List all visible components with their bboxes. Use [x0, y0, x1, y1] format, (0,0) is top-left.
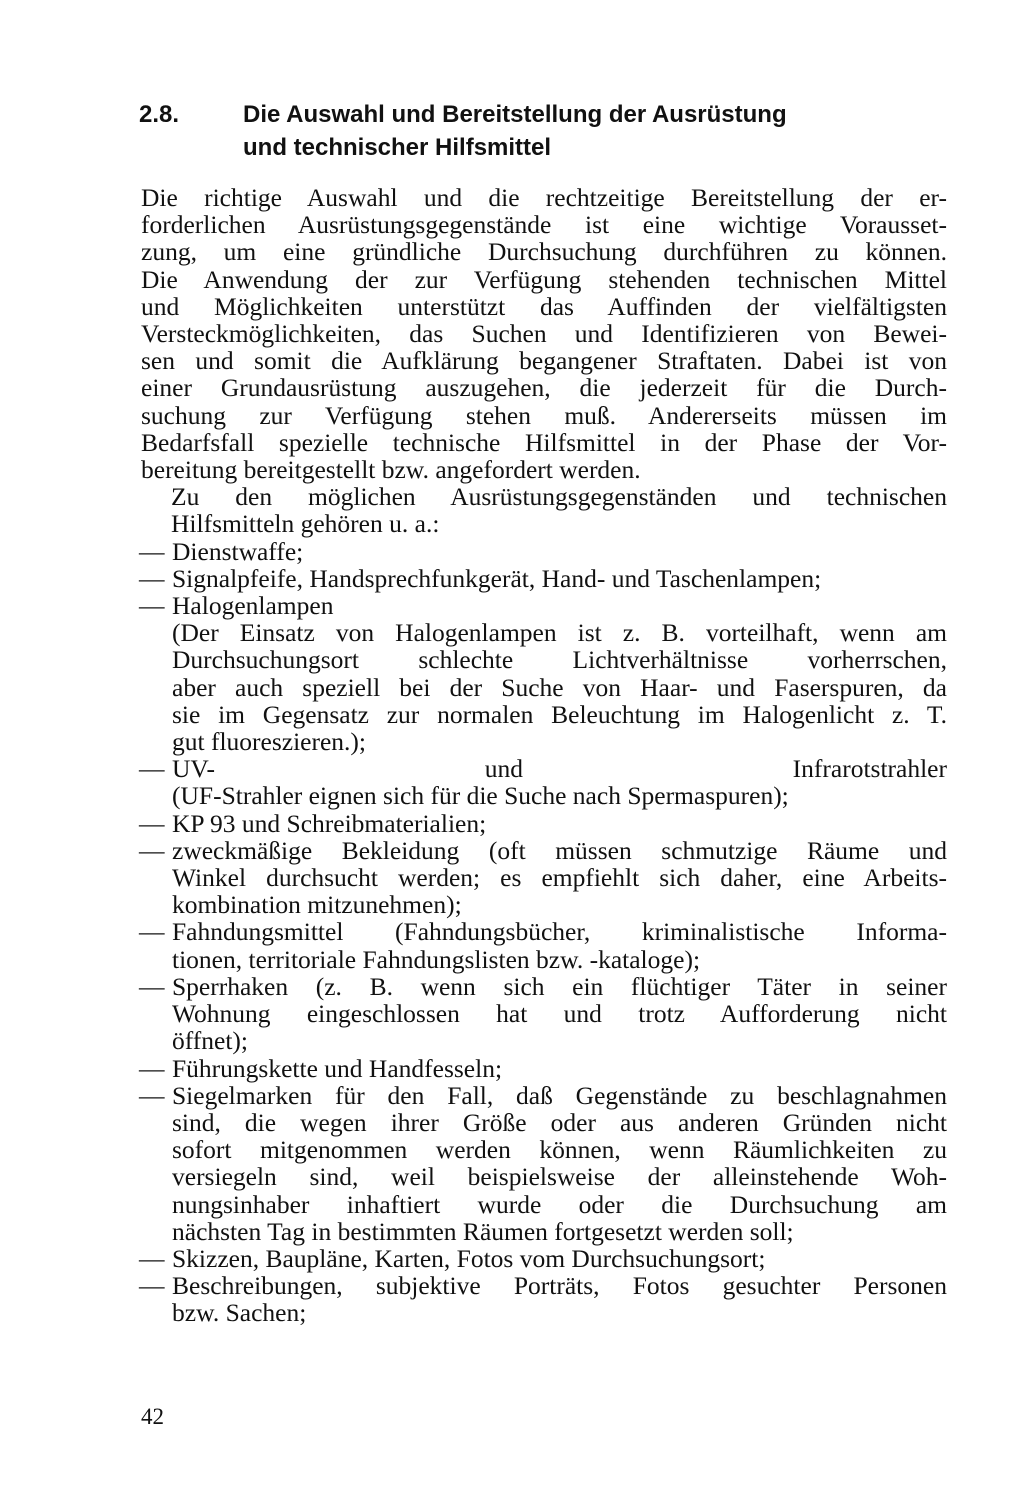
- text-line: Skizzen, Baupläne, Karten, Fotos vom Durchsuchungsort;: [172, 1243, 766, 1273]
- text-line: aber auch speziell bei der Suche von Haar- und Faserspuren, da: [172, 672, 947, 702]
- text-line: Die richtige Auswahl und die rechtzeitige Bereitstellung der er-: [141, 183, 947, 212]
- text-line: gut fluoreszieren.);: [172, 727, 367, 757]
- list-item: [141, 1272, 947, 1326]
- section-number: 2.8.: [139, 101, 180, 128]
- list-dash: —: [139, 1080, 165, 1110]
- section-title-line: und technischer Hilfsmittel: [243, 134, 552, 161]
- list-dash: —: [139, 917, 165, 947]
- text-line: forderlichen Ausrüstungsgegenstände ist eine wichtige Vorausset-: [141, 210, 947, 240]
- text-line: Dienstwaffe;: [172, 536, 304, 566]
- list-item: [141, 592, 947, 755]
- list-dash: —: [139, 536, 165, 566]
- equipment-list: [141, 538, 947, 1327]
- list-dash: —: [139, 808, 165, 838]
- text-line: Versteckmöglichkeiten, das Suchen und Identifizieren von Bewei-: [141, 319, 947, 349]
- text-line: Halogenlampen: [172, 591, 334, 621]
- list-item: [141, 565, 947, 592]
- text-line: Wohnung eingeschlossen hat und trotz Aufforderung nicht: [172, 999, 947, 1029]
- list-item: [141, 1082, 947, 1245]
- text-line: versiegeln sind, weil beispielsweise der alleinstehende Woh-: [172, 1162, 947, 1192]
- text-line: (Der Einsatz von Halogenlampen ist z. B. vorteilhaft, wenn am: [172, 618, 947, 648]
- list-dash: —: [139, 591, 165, 621]
- text-line: kombination mitzunehmen);: [172, 890, 462, 920]
- text-line: sen und somit die Aufklärung begangener Straftaten. Dabei ist von: [141, 346, 947, 376]
- text-line: Bedarfsfall spezielle technische Hilfsmittel in der Phase der Vor-: [141, 427, 947, 457]
- text-line: einer Grundausrüstung auszugehen, die jederzeit für die Durch-: [141, 373, 947, 403]
- list-dash: —: [139, 563, 165, 593]
- text-line: zweckmäßige Bekleidung (oft müssen schmutzige Räume und: [172, 835, 947, 865]
- list-dash: —: [139, 1053, 165, 1083]
- text-line: UV- und Infrarotstrahler: [172, 754, 947, 784]
- text-line: tionen, territoriale Fahndungslisten bzw. -kataloge);: [172, 944, 701, 974]
- section-title: [243, 98, 983, 164]
- text-line: bereitung bereitgestellt bzw. angefordert werden.: [141, 455, 641, 485]
- text-line: bzw. Sachen;: [172, 1298, 307, 1328]
- list-dash: —: [139, 1243, 165, 1273]
- text-line: Durchsuchungsort schlechte Lichtverhältnisse vorherrschen,: [172, 645, 947, 675]
- text-line: suchung zur Verfügung stehen muß. Andererseits müssen im: [141, 400, 947, 430]
- text-line: sind, die wegen ihrer Größe oder aus anderen Gründen nicht: [172, 1107, 947, 1137]
- text-line: und Möglichkeiten unterstützt das Auffinden der vielfältigsten: [141, 291, 947, 321]
- text-line: nungsinhaber inhaftiert wurde oder die Durchsuchung am: [172, 1189, 947, 1219]
- intro-paragraph: [141, 184, 947, 483]
- text-line: KP 93 und Schreibmaterialien;: [172, 808, 487, 838]
- list-item: [141, 755, 947, 809]
- text-line: Fahndungsmittel (Fahndungsbücher, kriminalistische Informa-: [172, 917, 947, 947]
- list-item: [141, 810, 947, 837]
- text-line: Siegelmarken für den Fall, daß Gegenstände zu beschlagnahmen: [172, 1080, 947, 1110]
- text-line: Führungskette und Handfesseln;: [172, 1053, 503, 1083]
- list-item: [141, 1245, 947, 1272]
- section-title-line: Die Auswahl und Bereitstellung der Ausrüstung: [243, 101, 787, 128]
- text-line: sie im Gegensatz zur normalen Beleuchtung im Halogenlicht z. T.: [172, 699, 947, 729]
- list-intro-paragraph: [141, 483, 947, 537]
- list-dash: —: [139, 1271, 165, 1301]
- text-line: sofort mitgenommen werden können, wenn Räumlichkeiten zu: [172, 1135, 947, 1165]
- list-dash: —: [139, 971, 165, 1001]
- text-line: (UF-Strahler eignen sich für die Suche nach Spermaspuren);: [172, 781, 789, 811]
- list-item: [141, 1055, 947, 1082]
- text-line: Beschreibungen, subjektive Porträts, Fotos gesuchter Personen: [172, 1271, 947, 1301]
- text-line: nächsten Tag in bestimmten Räumen fortgesetzt werden soll;: [172, 1216, 794, 1246]
- list-dash: —: [139, 754, 165, 784]
- body-text: [141, 184, 947, 1327]
- text-line: Zu den möglichen Ausrüstungsgegenständen und technischen: [171, 482, 947, 512]
- text-line: Die Anwendung der zur Verfügung stehenden technischen Mittel: [141, 264, 947, 294]
- text-line: Sperrhaken (z. B. wenn sich ein flüchtiger Täter in seiner: [172, 971, 947, 1001]
- list-item: [141, 538, 947, 565]
- list-item: [141, 973, 947, 1055]
- text-line: öffnet);: [172, 1026, 249, 1056]
- text-line: Winkel durchsucht werden; es empfiehlt sich daher, eine Arbeits-: [172, 863, 947, 893]
- list-item: [141, 918, 947, 972]
- text-line: Signalpfeife, Handsprechfunkgerät, Hand- und Taschenlampen;: [172, 563, 822, 593]
- text-line: Hilfsmitteln gehören u. a.:: [171, 509, 440, 539]
- list-dash: —: [139, 835, 165, 865]
- text-line: zung, um eine gründliche Durchsuchung durchführen zu können.: [141, 237, 947, 267]
- page-number: 42: [141, 1404, 164, 1429]
- list-item: [141, 837, 947, 919]
